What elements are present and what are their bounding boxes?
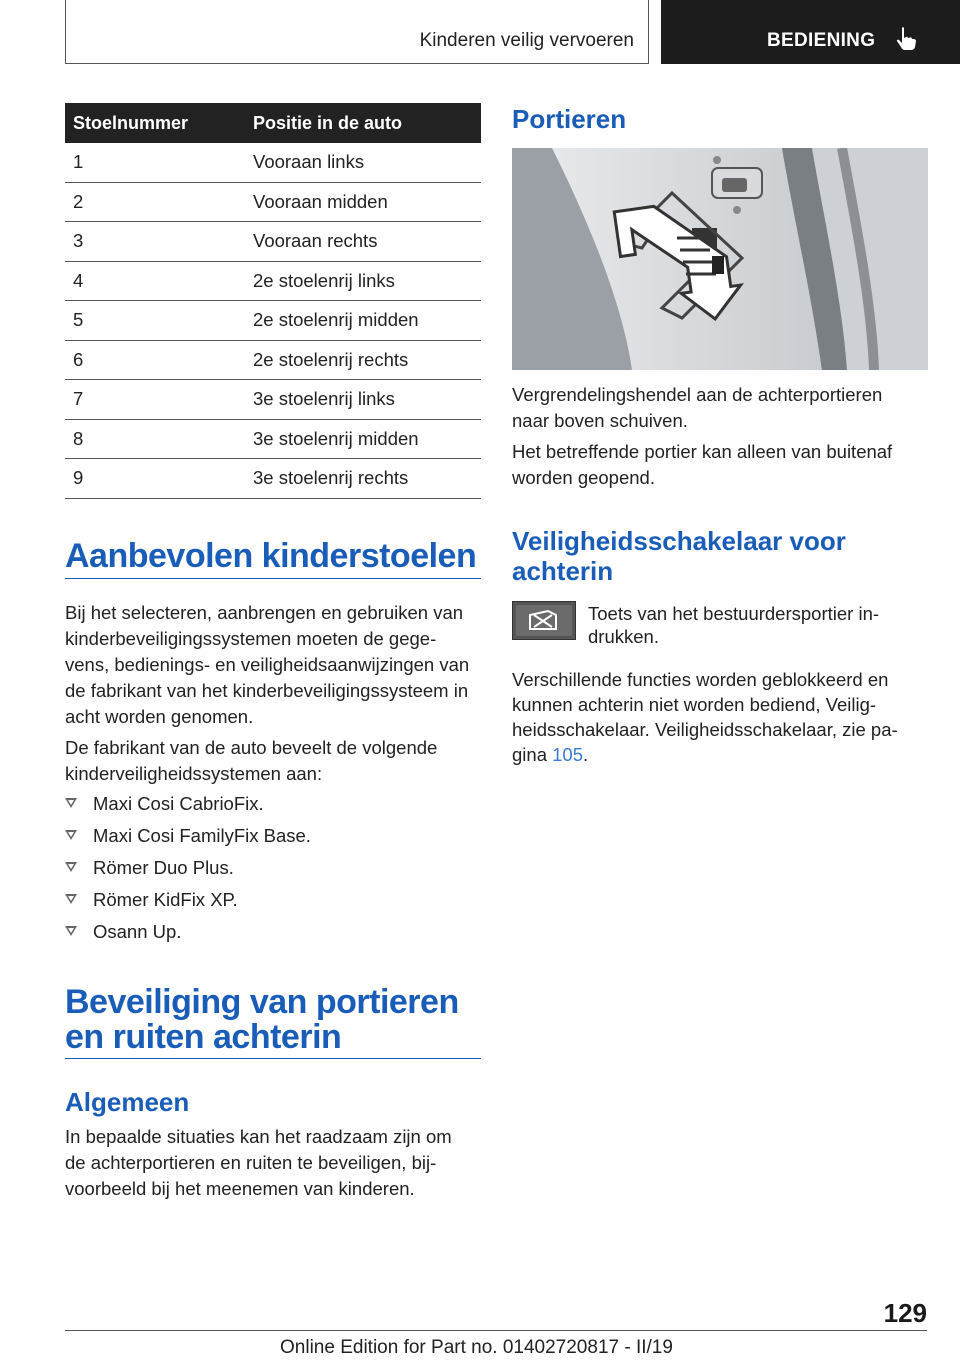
seat-number: 7 bbox=[65, 380, 245, 420]
table-header-row bbox=[65, 103, 481, 143]
page-number: 129 bbox=[883, 1298, 927, 1328]
table-row bbox=[65, 182, 481, 222]
seat-position: 3e stoelenrij midden bbox=[245, 419, 481, 459]
heading-rule bbox=[65, 578, 481, 579]
child-seats-para1-line: de fabrikant van het kinderbeveiligingssysteem in bbox=[65, 680, 469, 701]
doors-para1-line: Vergrendelingshendel aan de achterportieren bbox=[512, 384, 883, 405]
page-reference-link[interactable]: 105 bbox=[552, 744, 583, 765]
seat-number: 6 bbox=[65, 340, 245, 380]
security-para-line: In bepaalde situaties kan het raadzaam zijn om bbox=[65, 1126, 452, 1147]
doors-para2-line: worden geopend. bbox=[512, 467, 655, 488]
seat-number: 5 bbox=[65, 301, 245, 341]
footer-rule bbox=[65, 1330, 927, 1331]
edition-text: Online Edition for Part no. 01402720817 - II/19 bbox=[280, 1337, 673, 1358]
child-seats-para1-line: kinderbeveiligingssystemen moeten de gege- bbox=[65, 628, 437, 649]
safety-switch-heading-line: Veiligheidsschakelaar voor bbox=[512, 526, 846, 556]
security-para-line: de achterportieren en ruiten te beveiligen, bij- bbox=[65, 1152, 437, 1173]
safety-switch-para-line: Verschillende functies worden geblokkeerd en bbox=[512, 669, 889, 690]
seat-position: 3e stoelenrij links bbox=[245, 380, 481, 420]
child-seats-para1-line: acht worden genomen. bbox=[65, 706, 254, 727]
doors-para1-line: naar boven schuiven. bbox=[512, 410, 688, 431]
child-seats-para2-line: kinderveiligheidssystemen aan: bbox=[65, 763, 323, 784]
table-row bbox=[65, 380, 481, 420]
table-row bbox=[65, 340, 481, 380]
safety-switch-instruction-line: drukken. bbox=[588, 626, 659, 647]
seat-number: 4 bbox=[65, 261, 245, 301]
seat-position: Vooraan links bbox=[245, 143, 481, 182]
column-header: Positie in de auto bbox=[245, 103, 481, 143]
table-row bbox=[65, 459, 481, 499]
door-lock-lever-illustration bbox=[512, 148, 928, 370]
seat-position: 3e stoelenrij rechts bbox=[245, 459, 481, 499]
doors-heading: Portieren bbox=[512, 104, 627, 134]
seat-position: 2e stoelenrij links bbox=[245, 261, 481, 301]
child-seats-para1-line: Bij het selecteren, aanbrengen en gebruiken van bbox=[65, 602, 464, 623]
table-row bbox=[65, 261, 481, 301]
window-lock-switch-icon bbox=[512, 601, 576, 640]
safety-switch-instruction-line: Toets van het bestuurdersportier in- bbox=[588, 603, 880, 624]
hand-pointer-icon bbox=[893, 26, 919, 52]
child-seats-para2-line: De fabrikant van de auto beveelt de volgende bbox=[65, 737, 438, 758]
seat-number: 1 bbox=[65, 143, 245, 182]
doors-para2-line: Het betreffende portier kan alleen van buitenaf bbox=[512, 441, 893, 462]
table-row bbox=[65, 143, 481, 182]
security-heading-line: Beveiliging van portieren bbox=[65, 983, 459, 1021]
safety-switch-para-line: heidsschakelaar. Veiligheidsschakelaar, zie pa- bbox=[512, 719, 898, 740]
table-row bbox=[65, 222, 481, 262]
seat-position: Vooraan midden bbox=[245, 182, 481, 222]
security-heading-line: en ruiten achterin bbox=[65, 1018, 342, 1056]
chapter-header bbox=[661, 0, 960, 64]
section-header bbox=[65, 0, 649, 64]
seat-number: 2 bbox=[65, 182, 245, 222]
bullet-triangle-icon bbox=[65, 894, 77, 904]
column-header: Stoelnummer bbox=[65, 103, 245, 143]
seat-number: 9 bbox=[65, 459, 245, 499]
safety-switch-para-last-line: gina 105. bbox=[512, 744, 589, 765]
bullet-triangle-icon bbox=[65, 862, 77, 872]
seat-number: 3 bbox=[65, 222, 245, 262]
security-para-line: voorbeeld bij het meenemen van kinderen. bbox=[65, 1178, 415, 1199]
bullet-triangle-icon bbox=[65, 830, 77, 840]
table-row bbox=[65, 419, 481, 459]
child-seats-para1-line: vens, bedienings- en veiligheidsaanwijzingen van bbox=[65, 654, 470, 675]
table-row bbox=[65, 301, 481, 341]
safety-switch-heading-line: achterin bbox=[512, 556, 614, 586]
chapter-title: BEDIENING bbox=[767, 30, 876, 51]
seat-position: 2e stoelenrij midden bbox=[245, 301, 481, 341]
bullet-triangle-icon bbox=[65, 926, 77, 936]
seat-position: 2e stoelenrij rechts bbox=[245, 340, 481, 380]
seat-number: 8 bbox=[65, 419, 245, 459]
seat-position: Vooraan rechts bbox=[245, 222, 481, 262]
general-subheading: Algemeen bbox=[65, 1087, 190, 1117]
child-seats-heading: Aanbevolen kinderstoelen bbox=[65, 537, 477, 575]
heading-rule bbox=[65, 1058, 481, 1059]
seat-number-table bbox=[65, 103, 481, 499]
safety-switch-para-line: kunnen achterin niet worden bediend, Veilig- bbox=[512, 694, 877, 715]
section-title: Kinderen veilig vervoeren bbox=[419, 30, 634, 51]
bullet-triangle-icon bbox=[65, 798, 77, 808]
